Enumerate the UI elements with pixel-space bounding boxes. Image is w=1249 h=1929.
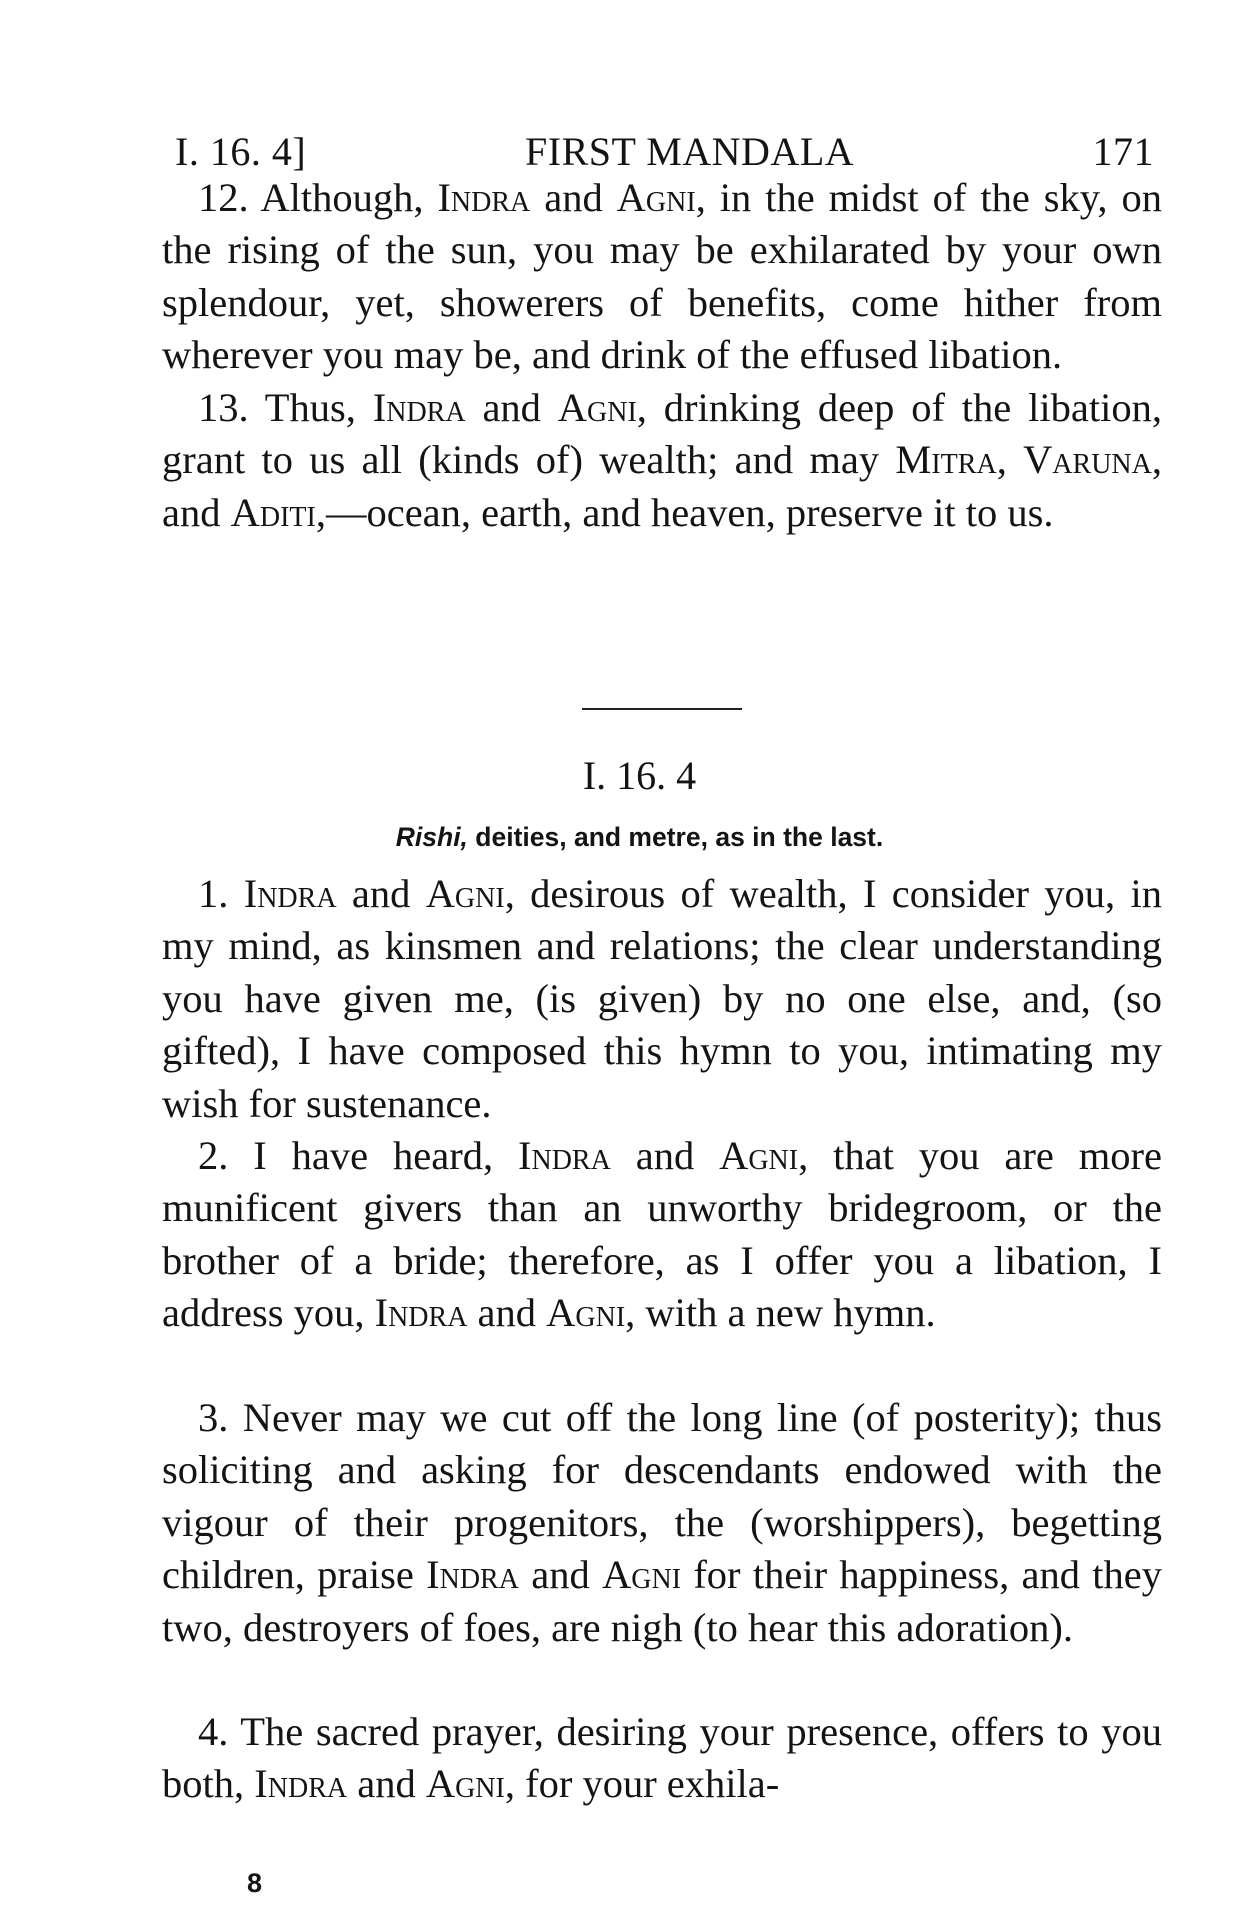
deity-name: Indra bbox=[517, 1133, 611, 1178]
section-title: I. 16. 4 bbox=[582, 753, 697, 798]
deity-name: Agni bbox=[425, 1761, 505, 1807]
deity-name: Aditi bbox=[230, 489, 316, 535]
signature-mark: 8 bbox=[247, 1868, 263, 1898]
deity-name: Indra bbox=[437, 175, 531, 220]
deity-name: Indra bbox=[426, 1552, 519, 1598]
verse-2-text: 2. I have heard, Indra and Agni, that you are more munificent givers than an unworthy bridegroom, or the brother of a bride; therefore, as I offer you a libation, I address you, Indra and Agni, with a new hymn. bbox=[162, 1133, 1162, 1336]
deity-name: Indra bbox=[372, 385, 466, 430]
verse-4-text: 4. The sacred prayer, desiring your presence, offers to you both, Indra and Agni, for your exhila- bbox=[162, 1709, 1162, 1807]
deity-name: Agni bbox=[425, 871, 505, 916]
section-divider bbox=[582, 708, 742, 710]
verse-1-text: 1. Indra and Agni, desirous of wealth, I consider you, in my mind, as kinsmen and relations; the clear understanding you have given me, (is given) by no one else, and, (so gifted), I have composed this hymn to you, intimating my wish for sustenance. bbox=[162, 871, 1163, 1126]
verse-1 bbox=[162, 868, 1162, 1130]
section-subtitle bbox=[0, 822, 1249, 853]
verse-12 bbox=[162, 172, 1162, 382]
deity-name: Indra bbox=[254, 1761, 348, 1807]
verse-12-text: 12. Although, Indra and Agni, in the midst of the sky, on the rising of the sun, you may be exhilarated by your own splendour, yet, showerers of benefits, come hither from wherever you may be, and drink of the effused libation. bbox=[162, 175, 1162, 378]
verse-4 bbox=[162, 1706, 1162, 1811]
verse-13 bbox=[162, 382, 1162, 539]
verse-3-text: 3. Never may we cut off the long line (of posterity); thus soliciting and asking for descendants endowed with the vigour of their progenitors, the (worshippers), begetting children, praise Indra and Agni for their happiness, and they two, destroyers of foes, are nigh (to hear this adoration). bbox=[162, 1395, 1162, 1650]
deity-name: Indra bbox=[374, 1290, 468, 1336]
subtitle-rishi: Rishi, bbox=[395, 822, 468, 852]
deity-name: Mitra bbox=[895, 437, 997, 483]
header-reference: I. 16. 4] bbox=[175, 129, 307, 174]
deity-name: Indra bbox=[243, 871, 337, 916]
header-title: FIRST MANDALA bbox=[525, 129, 855, 174]
page-number: 171 bbox=[1092, 129, 1154, 174]
deity-name: Agni bbox=[719, 1133, 799, 1178]
deity-name: Varuna bbox=[1023, 437, 1152, 483]
deity-name: Agni bbox=[602, 1552, 682, 1598]
verse-3 bbox=[162, 1392, 1162, 1654]
subtitle-rest: deities, and metre, as in the last. bbox=[467, 822, 884, 852]
deity-name: Agni bbox=[616, 175, 696, 220]
verse-2 bbox=[162, 1130, 1162, 1340]
verse-13-text: 13. Thus, Indra and Agni, drinking deep of the libation, grant to us all (kinds of) wealth; and may Mitra, Varuna, and Aditi,—ocean, earth, and heaven, preserve it to us. bbox=[162, 385, 1162, 535]
deity-name: Agni bbox=[546, 1290, 626, 1336]
deity-name: Agni bbox=[557, 385, 637, 430]
